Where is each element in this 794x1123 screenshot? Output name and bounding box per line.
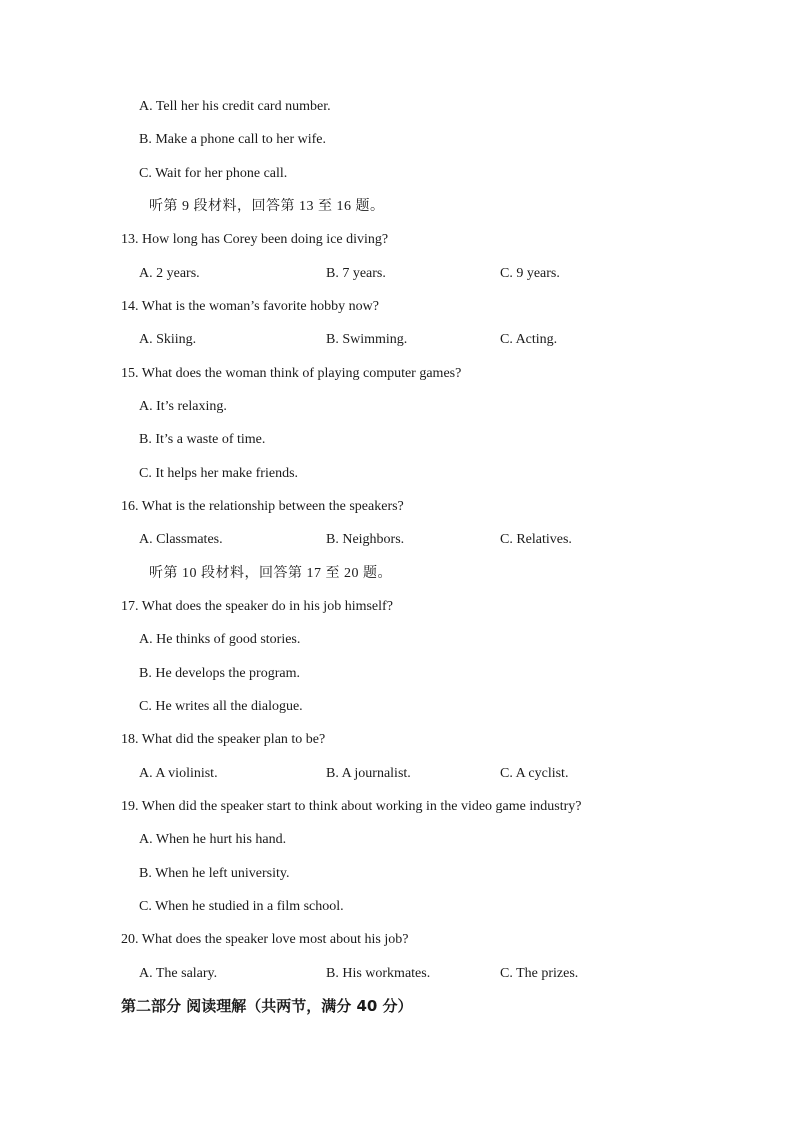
instruction-passage-10: 听第 10 段材料，回答第 17 至 20 题。 [149, 566, 392, 581]
q19-option-b: B. When he left university. [139, 866, 290, 881]
q15-option-a: A. It’s relaxing. [139, 399, 227, 414]
q17-option-b: B. He develops the program. [139, 666, 300, 681]
q13-option-a: A. 2 years. [139, 266, 200, 281]
question-18: 18. What did the speaker plan to be? [121, 732, 326, 747]
q12-option-b: B. Make a phone call to her wife. [139, 132, 326, 147]
q15-option-b: B. It’s a waste of time. [139, 432, 266, 447]
q20-option-c: C. The prizes. [500, 966, 579, 981]
question-19: 19. When did the speaker start to think about working in the video game industry? [121, 799, 582, 814]
question-15: 15. What does the woman think of playing computer games? [121, 366, 462, 381]
q14-option-c: C. Acting. [500, 332, 558, 347]
q12-option-a: A. Tell her his credit card number. [139, 99, 331, 114]
q16-option-c: C. Relatives. [500, 532, 572, 547]
q16-option-b: B. Neighbors. [326, 532, 405, 547]
q12-option-c: C. Wait for her phone call. [139, 166, 288, 181]
q20-option-b: B. His workmates. [326, 966, 431, 981]
question-20: 20. What does the speaker love most about his job? [121, 932, 409, 947]
q14-option-a: A. Skiing. [139, 332, 197, 347]
q18-option-b: B. A journalist. [326, 766, 411, 781]
q14-option-b: B. Swimming. [326, 332, 408, 347]
q18-option-a: A. A violinist. [139, 766, 218, 781]
question-16: 16. What is the relationship between the speakers? [121, 499, 404, 514]
q19-option-a: A. When he hurt his hand. [139, 832, 287, 847]
question-14: 14. What is the woman’s favorite hobby now? [121, 299, 379, 314]
section-2-heading: 第二部分 阅读理解（共两节，满分 40 分） [121, 997, 413, 1015]
q13-option-b: B. 7 years. [326, 266, 386, 281]
q17-option-a: A. He thinks of good stories. [139, 632, 301, 647]
q16-option-a: A. Classmates. [139, 532, 223, 547]
q15-option-c: C. It helps her make friends. [139, 466, 299, 481]
q18-option-c: C. A cyclist. [500, 766, 569, 781]
instruction-passage-9: 听第 9 段材料，回答第 13 至 16 题。 [149, 199, 385, 214]
q13-option-c: C. 9 years. [500, 266, 560, 281]
q20-option-a: A. The salary. [139, 966, 218, 981]
question-17: 17. What does the speaker do in his job himself? [121, 599, 393, 614]
q17-option-c: C. He writes all the dialogue. [139, 699, 303, 714]
question-13: 13. How long has Corey been doing ice diving? [121, 232, 389, 247]
q19-option-c: C. When he studied in a film school. [139, 899, 344, 914]
